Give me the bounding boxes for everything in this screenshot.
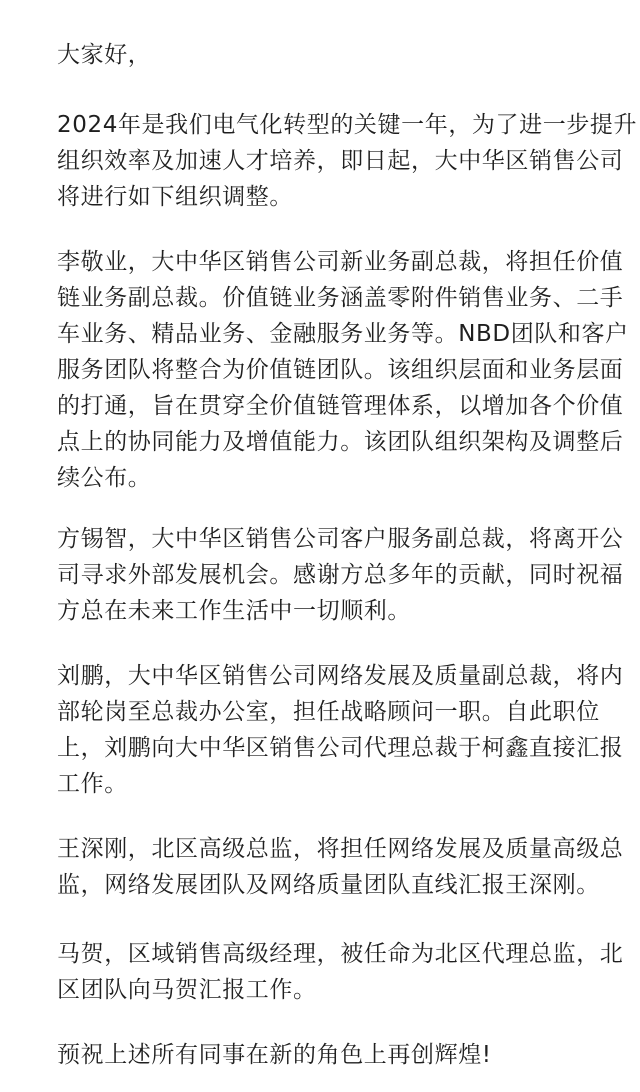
paragraph-5-line-1: 王深刚，北区高级总监，将担任网络发展及质量高级总 xyxy=(57,836,624,862)
paragraph-2-line-4: 服务团队将整合为价值链团队。该组织层面和业务层面 xyxy=(57,357,624,383)
paragraph-1-line-2: 组织效率及加速人才培养，即日起，大中华区销售公司 xyxy=(57,148,624,174)
paragraph-4-line-2: 部轮岗至总裁办公室，担任战略顾问一职。自此职位 xyxy=(57,699,600,725)
paragraph-3-line-1: 方锡智，大中华区销售公司客户服务副总裁，将离开公 xyxy=(57,526,624,552)
paragraph-4-line-1: 刘鹏，大中华区销售公司网络发展及质量副总裁，将内 xyxy=(57,663,624,689)
paragraph-2-line-7: 续公布。 xyxy=(57,465,152,491)
greeting: 大家好， xyxy=(57,42,152,68)
paragraph-6-line-2: 区团队向马贺汇报工作。 xyxy=(57,977,317,1003)
paragraph-3-line-2: 司寻求外部发展机会。感谢方总多年的贡献，同时祝福 xyxy=(57,562,624,588)
paragraph-6-line-1: 马贺，区域销售高级经理，被任命为北区代理总监，北 xyxy=(57,941,624,967)
paragraph-4-line-3: 上，刘鹏向大中华区销售公司代理总裁于柯鑫直接汇报 xyxy=(57,735,624,761)
paragraph-2-line-1: 李敬业，大中华区销售公司新业务副总裁，将担任价值 xyxy=(57,249,624,275)
paragraph-1-line-3: 将进行如下组织调整。 xyxy=(57,184,293,210)
paragraph-5-line-2: 监，网络发展团队及网络质量团队直线汇报王深刚。 xyxy=(57,872,600,898)
paragraph-4-line-4: 工作。 xyxy=(57,771,128,797)
paragraph-2-line-6: 点上的协同能力及增值能力。该团队组织架构及调整后 xyxy=(57,429,624,455)
paragraph-2-line-2: 链业务副总裁。价值链业务涵盖零附件销售业务、二手 xyxy=(57,285,624,311)
paragraph-2-line-5: 的打通，旨在贯穿全价值链管理体系，以增加各个价值 xyxy=(57,393,624,419)
paragraph-3-line-3: 方总在未来工作生活中一切顺利。 xyxy=(57,598,411,624)
paragraph-2-line-3: 车业务、精品业务、金融服务业务等。NBD团队和客户 xyxy=(57,321,629,347)
closing-line: 预祝上述所有同事在新的角色上再创辉煌! xyxy=(57,1042,492,1068)
paragraph-1-line-1: 2024年是我们电气化转型的关键一年，为了进一步提升 xyxy=(57,112,638,138)
